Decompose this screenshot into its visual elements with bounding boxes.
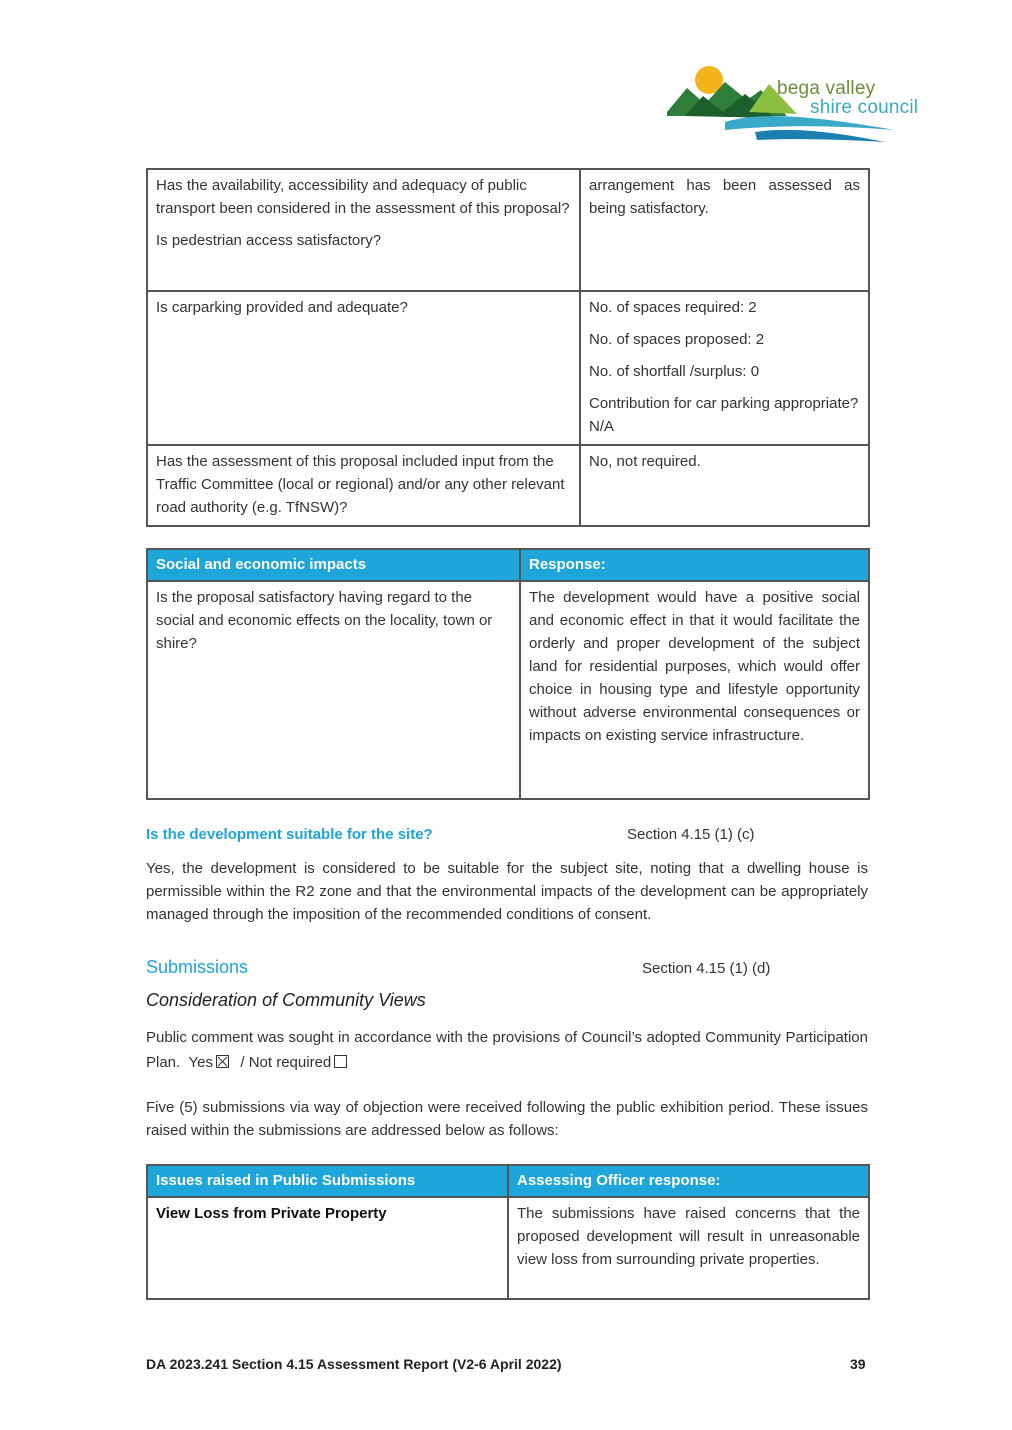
question-text: Is carparking provided and adequate? bbox=[156, 299, 408, 316]
table-row bbox=[147, 291, 869, 445]
question-cell bbox=[147, 581, 520, 799]
question-text: Has the assessment of this proposal included input from the Traffic Committee (local or regional) and/or any other relevant road authority (e.g. TfNSW)? bbox=[156, 453, 565, 516]
answer-cell bbox=[580, 291, 869, 445]
community-views-text: Public comment was sought in accordance with the provisions of Council’s adopted Community Participation Plan. bbox=[146, 1029, 868, 1071]
council-logo bbox=[665, 60, 940, 155]
public-submissions-table bbox=[146, 1164, 870, 1300]
logo-text-line1: bega valley bbox=[777, 78, 876, 99]
not-required-label: / Not required bbox=[240, 1054, 332, 1071]
spaces-required: No. of spaces required: 2 bbox=[589, 299, 757, 316]
table-header-row bbox=[147, 549, 869, 581]
suitability-text: Yes, the development is considered to be suitable for the subject site, noting that a dwelling house is permissible within the R2 zone and that the environmental impacts of the development can be appropriately managed through the imposition of the recommended conditions of consent. bbox=[146, 860, 868, 923]
header-officer-response: Assessing Officer response: bbox=[508, 1165, 869, 1197]
issue-text: View Loss from Private Property bbox=[156, 1205, 387, 1222]
community-views-heading: Consideration of Community Views bbox=[146, 990, 426, 1010]
answer-text: arrangement has been assessed as being satisfactory. bbox=[589, 177, 860, 217]
contribution-parking: Contribution for car parking appropriate? N/A bbox=[589, 395, 859, 435]
suitability-section-ref: Section 4.15 (1) (c) bbox=[627, 826, 755, 843]
answer-cell bbox=[520, 581, 869, 799]
table-row bbox=[147, 581, 869, 799]
response-cell bbox=[508, 1197, 869, 1299]
header-issues: Issues raised in Public Submissions bbox=[147, 1165, 508, 1197]
spaces-proposed: No. of spaces proposed: 2 bbox=[589, 331, 765, 348]
yes-label: Yes bbox=[188, 1054, 214, 1071]
answer-text: No, not required. bbox=[589, 453, 701, 470]
checked-box-icon bbox=[216, 1055, 229, 1068]
answer-text: The development would have a positive social and economic effect in that it would facilitate the orderly and proper development of the subject land for residential purposes, which would offer choice in housing type and lifestyle opportunity without adverse environmental consequences or impacts on existing service infrastructure. bbox=[529, 589, 860, 744]
page-number: 39 bbox=[850, 1356, 866, 1372]
submissions-summary: Five (5) submissions via way of objection were received following the public exhibition period. These issues raised within the submissions are addressed below as follows: bbox=[146, 1099, 868, 1139]
response-text: The submissions have raised concerns that the proposed development will result in unreasonable view loss from surrounding private properties. bbox=[517, 1205, 860, 1268]
shortfall-surplus: No. of shortfall /surplus: 0 bbox=[589, 363, 760, 380]
table-row bbox=[147, 1197, 869, 1299]
header-social-economic: Social and economic impacts bbox=[147, 549, 520, 581]
question-cell bbox=[147, 445, 580, 526]
logo-text-line2: shire council bbox=[810, 97, 919, 118]
question-text: Is the proposal satisfactory having regard to the social and economic effects on the locality, town or shire? bbox=[156, 589, 493, 652]
answer-cell bbox=[580, 445, 869, 526]
social-economic-table bbox=[146, 548, 870, 800]
header-response: Response: bbox=[520, 549, 869, 581]
question-text: Is pedestrian access satisfactory? bbox=[156, 232, 382, 249]
submissions-heading: Submissions bbox=[146, 957, 249, 977]
answer-cell bbox=[580, 169, 869, 291]
footer-title: DA 2023.241 Section 4.15 Assessment Report (V2-6 April 2022) bbox=[146, 1356, 562, 1372]
question-cell bbox=[147, 291, 580, 445]
question-text: Has the availability, accessibility and adequacy of public transport been considered in the assessment of this proposal? bbox=[156, 177, 570, 217]
unchecked-box-icon bbox=[334, 1055, 347, 1068]
question-cell bbox=[147, 169, 580, 291]
community-views-paragraph bbox=[146, 1025, 868, 1075]
table-row bbox=[147, 169, 869, 291]
transport-parking-table bbox=[146, 168, 870, 527]
table-header-row bbox=[147, 1165, 869, 1197]
table-row bbox=[147, 445, 869, 526]
issue-cell bbox=[147, 1197, 508, 1299]
submissions-section-ref: Section 4.15 (1) (d) bbox=[642, 960, 771, 977]
suitability-heading: Is the development suitable for the site? bbox=[146, 826, 433, 843]
